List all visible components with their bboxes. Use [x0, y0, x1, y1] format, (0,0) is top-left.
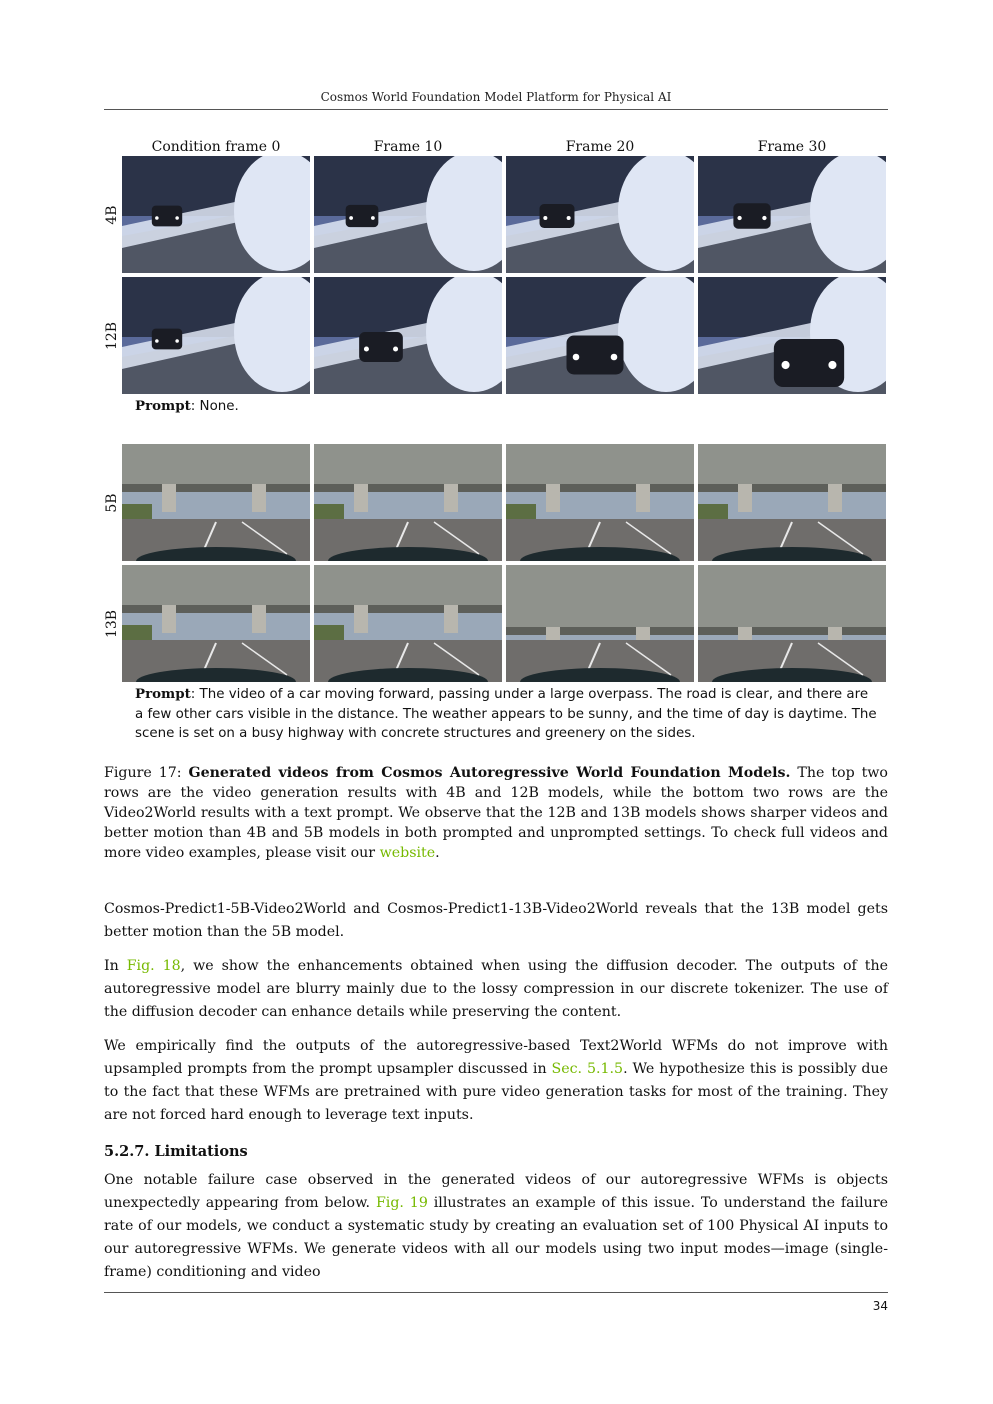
highway-video-frame-r1-c2: [314, 444, 502, 561]
row-label-4b: 4B: [104, 204, 120, 225]
running-header: Cosmos World Foundation Model Platform for Physical AI: [320, 90, 672, 104]
row-label-13b: 13B: [104, 609, 120, 638]
highway-video-frame-r2-c3: [506, 565, 694, 682]
column-label-frame-10: Frame 10: [373, 139, 443, 155]
figure-caption: Figure 17: Generated videos from Cosmos Autoregressive World Foundation Models. The top two rows are the video generation results with 4B and 12B models, while the bottom two rows are the Video2World results with a text prompt. We observe that the 12B and 13B models shows sharper videos and better motion than 4B and 5B models in both prompted and unprompted settings. To check full videos and more video examples, please visit our website.: [104, 765, 888, 861]
snow-video-frame-r1-c2: [314, 156, 502, 273]
snow-video-frame-r2-c2: [314, 277, 502, 394]
highway-video-frame-r2-c1: [122, 565, 310, 682]
paragraph-2: In Fig. 18, we show the enhancements obtained when using the diffusion decoder. The outputs of the autoregressive model are blurry mainly due to the lossy compression in our discrete tokenizer. The use of the diffusion decoder can enhance details while preserving the content.: [104, 958, 888, 1020]
column-label-condition-frame: Condition frame 0: [151, 139, 281, 155]
prompt-none: Prompt: None.: [135, 398, 239, 414]
highway-video-frame-r2-c2: [314, 565, 502, 682]
highway-video-frame-r1-c1: [122, 444, 310, 561]
highway-video-frame-r2-c4: [698, 565, 886, 682]
footer-rule: [104, 1292, 888, 1293]
row-label-12b: 12B: [104, 321, 120, 350]
column-label-frame-20: Frame 20: [565, 139, 635, 155]
header-rule: [104, 109, 888, 110]
snow-video-frame-r1-c3: [506, 156, 694, 273]
column-label-frame-30: Frame 30: [757, 139, 827, 155]
highway-video-frame-r1-c3: [506, 444, 694, 561]
snow-video-frame-r2-c1: [122, 277, 310, 394]
fig-18-link[interactable]: Fig. 18: [126, 958, 181, 974]
sec-515-link[interactable]: Sec. 5.1.5: [551, 1061, 624, 1077]
section-heading-limitations: 5.2.7. Limitations: [104, 1143, 248, 1160]
fig-19-link[interactable]: Fig. 19: [375, 1195, 428, 1211]
snow-video-frame-r2-c4: [698, 277, 886, 394]
snow-video-frame-r1-c1: [122, 156, 310, 273]
prompt-highway: Prompt: The video of a car moving forward, passing under a large overpass. The road is clear, and there are a few other cars visible in the distance. The weather appears to be sunny, and the time of day is daytime. The scene is set on a busy highway with concrete structures and greenery on the sides.: [135, 686, 877, 742]
snow-video-frame-r2-c3: [506, 277, 694, 394]
highway-video-frame-r1-c4: [698, 444, 886, 561]
snow-video-frame-r1-c4: [698, 156, 886, 273]
page-number: 34: [872, 1299, 888, 1313]
paragraph-1: Cosmos-Predict1-5B-Video2World and Cosmos-Predict1-13B-Video2World reveals that the 13B model gets better motion than the 5B model.: [104, 901, 888, 940]
website-link[interactable]: website: [379, 845, 436, 861]
paragraph-4: One notable failure case observed in the generated videos of our autoregressive WFMs is objects unexpectedly appearing from below. Fig. 19 illustrates an example of this issue. To understand the failure rate of our models, we conduct a systematic study by creating an evaluation set of 100 Physical AI inputs to our autoregressive WFMs. We generate videos with all our models using two input modes—image (single-frame) conditioning and video: [104, 1172, 888, 1280]
row-label-5b: 5B: [104, 492, 120, 513]
paragraph-3: We empirically find the outputs of the autoregressive-based Text2World WFMs do not improve with upsampled prompts from the prompt upsampler discussed in Sec. 5.1.5. We hypothesize this is possibly due to the fact that these WFMs are pretrained with pure video generation tasks for most of the training. They are not forced hard enough to leverage text inputs.: [104, 1038, 888, 1123]
